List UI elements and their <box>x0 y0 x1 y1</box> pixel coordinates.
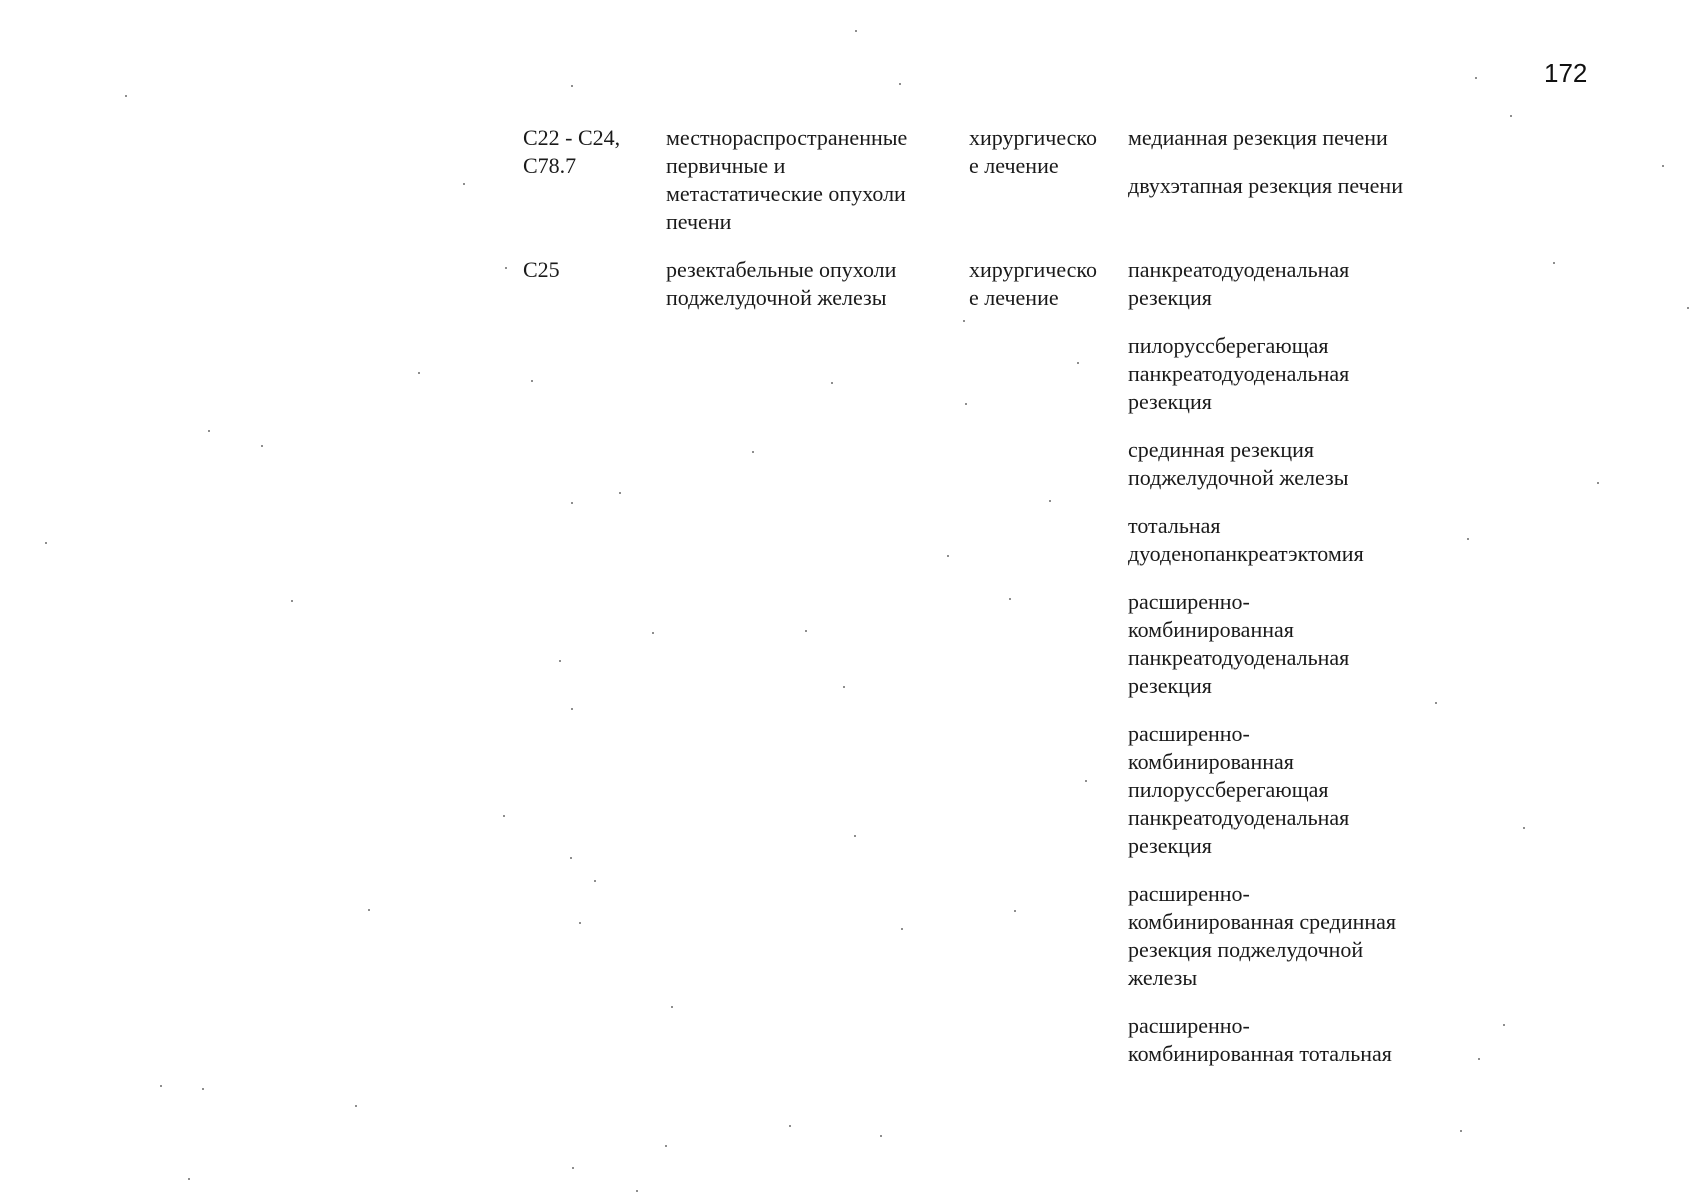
scan-speck <box>505 267 507 269</box>
scan-speck <box>947 555 949 557</box>
scan-speck <box>1510 115 1512 117</box>
treatment-type-cell: хирургическо е лечение <box>969 257 1097 310</box>
scan-speck <box>571 708 573 710</box>
treatment-type-cell: хирургическо е лечение <box>969 125 1097 178</box>
table-row-liver <box>523 124 1443 236</box>
scan-speck <box>188 1178 190 1180</box>
scan-speck <box>1460 1130 1462 1132</box>
scan-speck <box>202 1088 204 1090</box>
scan-speck <box>665 1145 667 1147</box>
scan-speck <box>1523 827 1525 829</box>
procedures-cell <box>1128 124 1443 236</box>
scan-speck <box>636 1190 638 1192</box>
scan-speck <box>1662 165 1664 167</box>
table-row-pancreas <box>523 256 1443 1068</box>
procedures-cell <box>1128 256 1443 1068</box>
scan-speck <box>1009 598 1011 600</box>
procedure-item: расширенно- комбинированная тотальная <box>1128 1013 1392 1066</box>
scan-speck <box>1478 1058 1480 1060</box>
scan-speck <box>594 880 596 882</box>
scan-speck <box>652 632 654 634</box>
procedure-item: двухэтапная резекция печени <box>1128 173 1403 198</box>
scan-speck <box>531 380 533 382</box>
scan-speck <box>1467 538 1469 540</box>
scan-speck <box>1475 77 1477 79</box>
scan-speck <box>1085 780 1087 782</box>
scan-speck <box>880 1135 882 1137</box>
procedure-item: расширенно- комбинированная пилоруссберегающая панкреатодуоденальная резекция <box>1128 721 1350 858</box>
page-number: 172 <box>1544 58 1588 88</box>
scan-speck <box>503 815 505 817</box>
scan-speck <box>261 445 263 447</box>
diagnosis-cell: местнораспространенные первичные и метастатические опухоли печени <box>666 125 908 234</box>
scan-speck <box>571 85 573 87</box>
procedure-item: медианная резекция печени <box>1128 125 1388 150</box>
procedure-item: расширенно- комбинированная срединная резекция поджелудочной железы <box>1128 881 1397 990</box>
procedure-item: панкреатодуоденальная резекция <box>1128 257 1350 310</box>
scan-speck <box>805 630 807 632</box>
scan-speck <box>1503 1024 1505 1026</box>
scan-speck <box>355 1105 357 1107</box>
procedure-item: срединная резекция поджелудочной железы <box>1128 437 1349 490</box>
scan-speck <box>1435 702 1437 704</box>
scan-speck <box>291 600 293 602</box>
procedure-item: тотальная дуоденопанкреатэктомия <box>1128 513 1364 566</box>
procedure-item: расширенно- комбинированная панкреатодуоденальная резекция <box>1128 589 1350 698</box>
scan-speck <box>831 382 833 384</box>
scan-speck <box>963 320 965 322</box>
scan-speck <box>854 835 856 837</box>
scan-speck <box>579 922 581 924</box>
scan-speck <box>752 451 754 453</box>
icd-codes-cell: C25 <box>523 257 560 282</box>
scan-speck <box>965 403 967 405</box>
scan-speck <box>901 928 903 930</box>
scan-speck <box>368 909 370 911</box>
procedure-item: пилоруссберегающая панкреатодуоденальная резекция <box>1128 333 1350 414</box>
scan-speck <box>1687 307 1689 309</box>
scan-speck <box>125 95 127 97</box>
scan-speck <box>619 492 621 494</box>
scan-speck <box>570 857 572 859</box>
scan-speck <box>843 686 845 688</box>
icd-codes-cell: C22 - C24, C78.7 <box>523 125 621 178</box>
scan-speck <box>899 83 901 85</box>
treatment-table <box>523 124 1443 1088</box>
scan-speck <box>1077 362 1079 364</box>
scan-speck <box>418 372 420 374</box>
scan-speck <box>671 1006 673 1008</box>
diagnosis-cell: резектабельные опухоли поджелудочной железы <box>666 257 897 310</box>
scan-speck <box>571 502 573 504</box>
scan-speck <box>559 660 561 662</box>
scan-speck <box>208 430 210 432</box>
scan-speck <box>45 542 47 544</box>
scan-speck <box>855 30 857 32</box>
scan-speck <box>1553 262 1555 264</box>
scan-speck <box>463 183 465 185</box>
scan-speck <box>572 1167 574 1169</box>
scan-speck <box>1014 910 1016 912</box>
scan-speck <box>1049 500 1051 502</box>
scan-speck <box>1597 482 1599 484</box>
scan-speck <box>789 1125 791 1127</box>
scan-speck <box>160 1085 162 1087</box>
